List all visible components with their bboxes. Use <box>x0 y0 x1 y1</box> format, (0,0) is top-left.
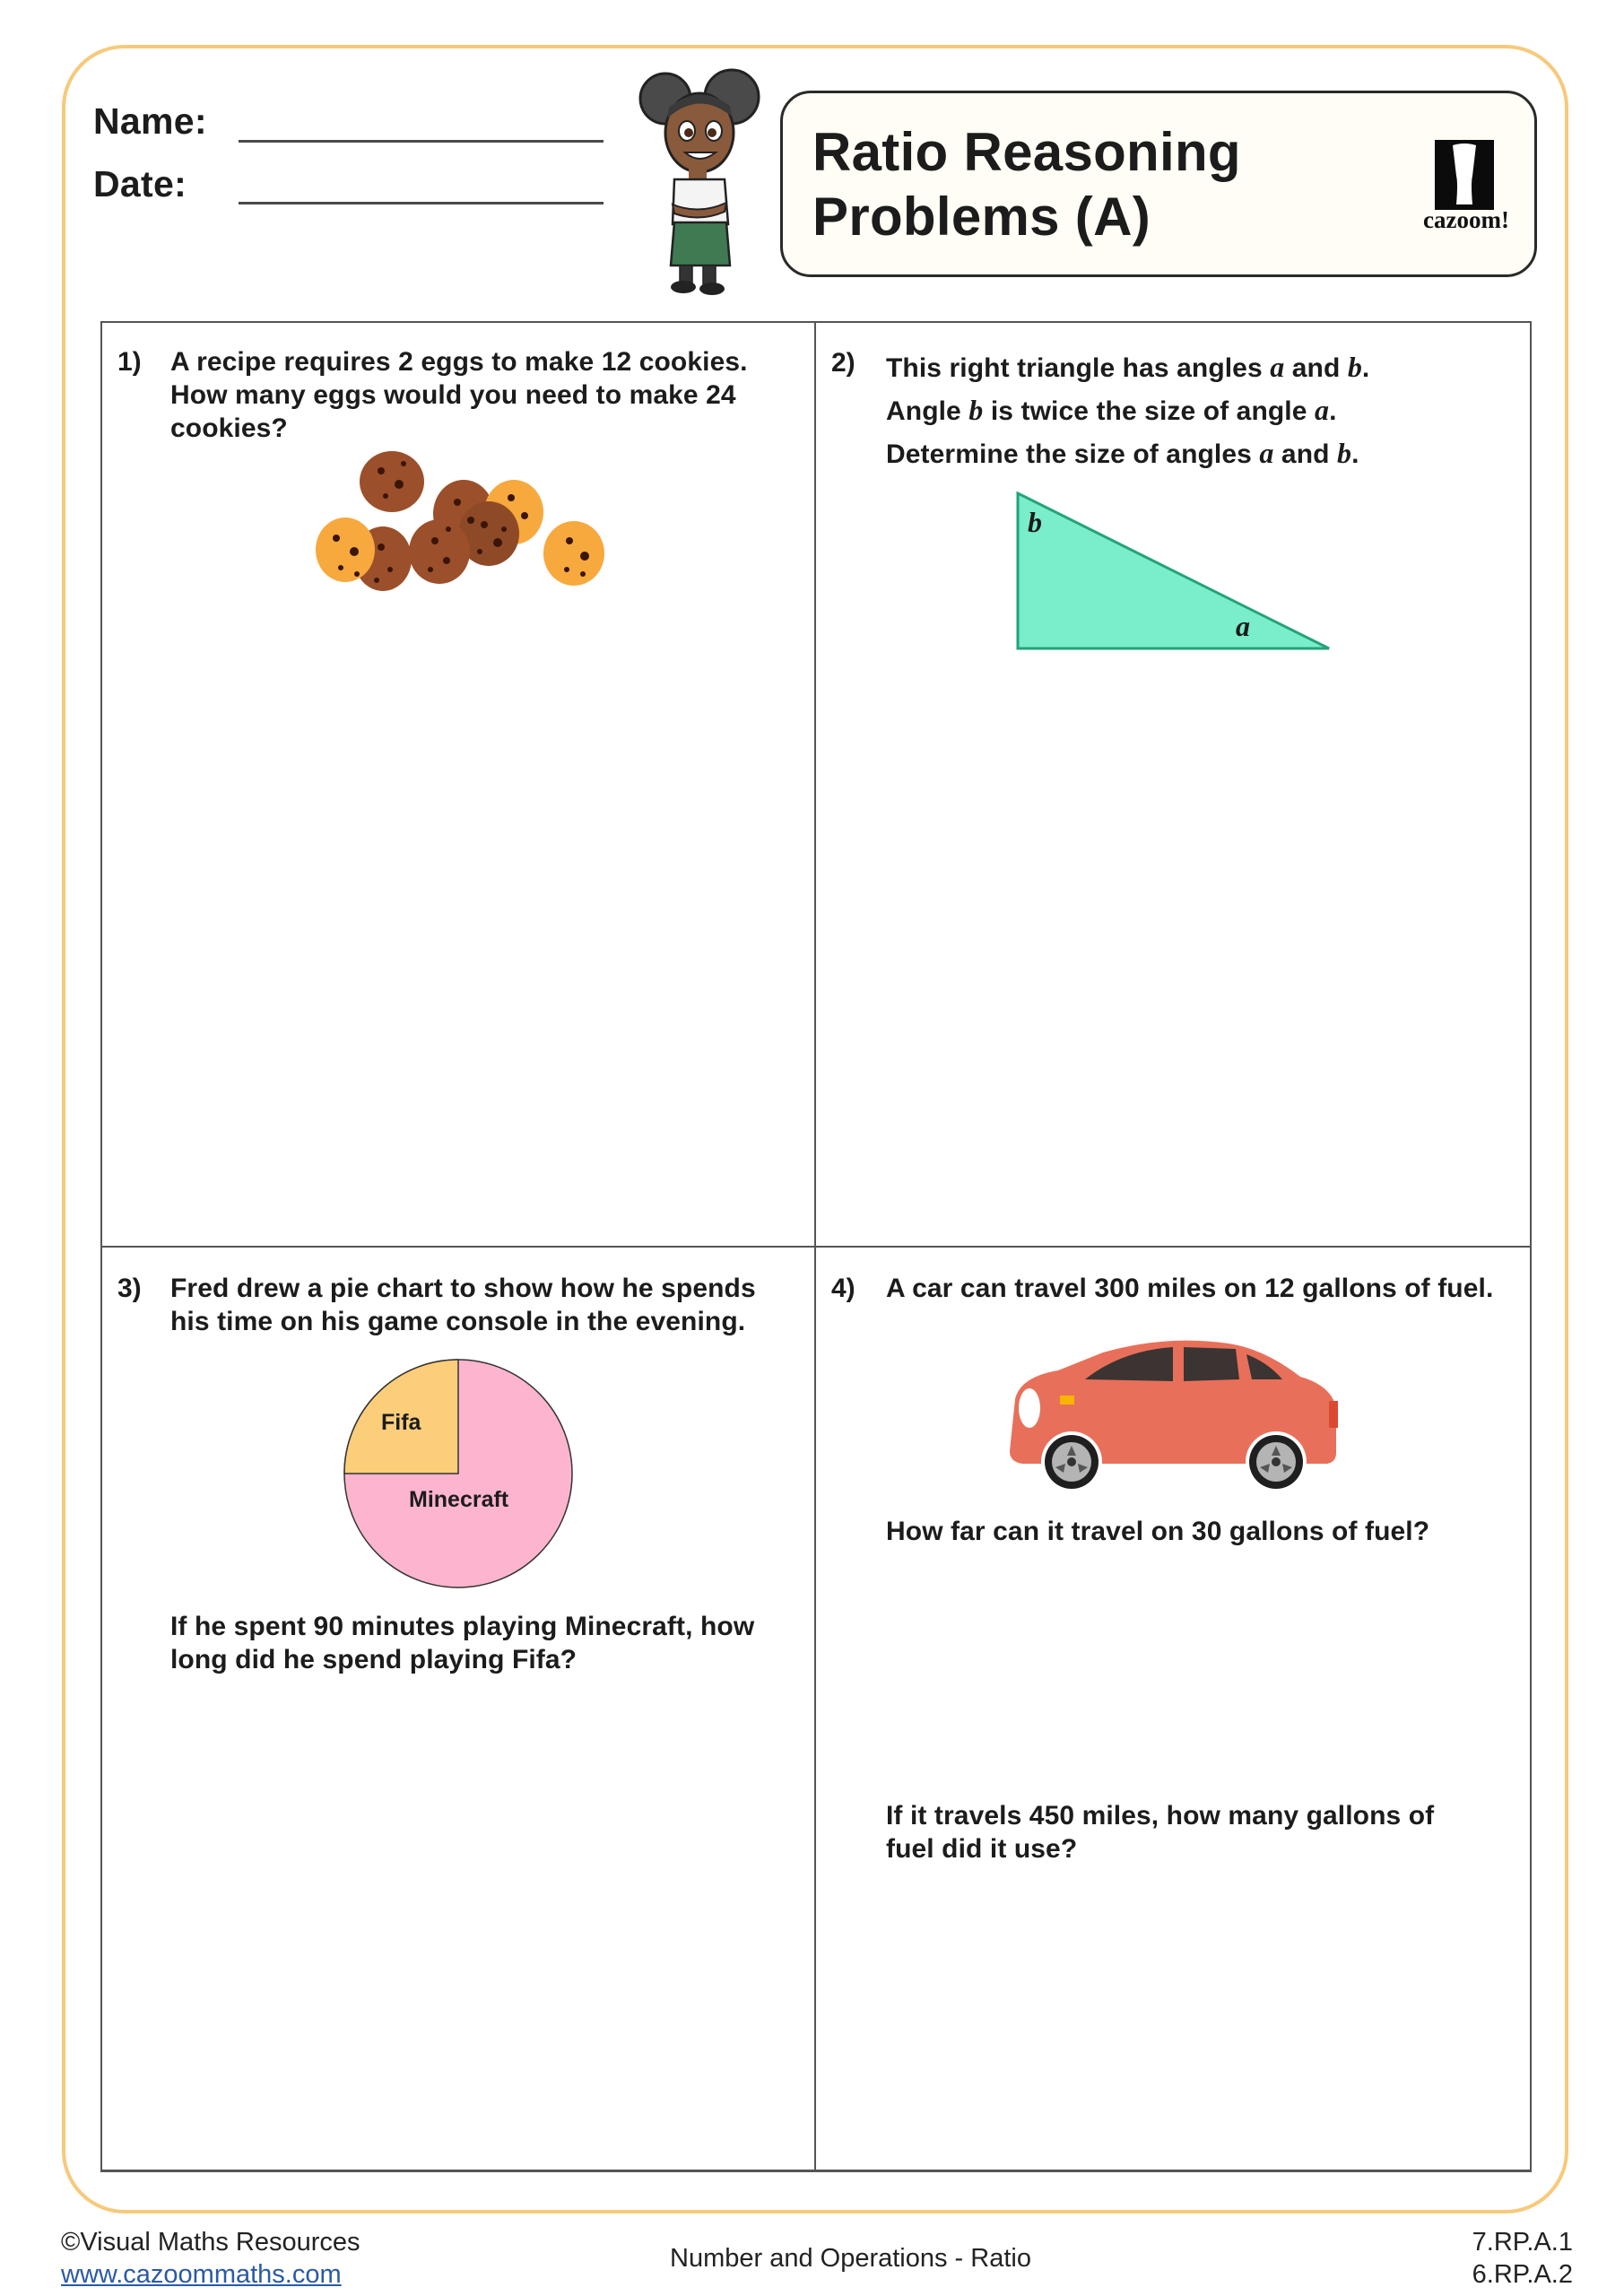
question-3-line: Fred drew a pie chart to show how he spends <box>170 1274 756 1303</box>
question-4-number: 4) <box>831 1274 855 1303</box>
question-2-line-3: Determine the size of angles a and b. <box>886 437 1359 469</box>
pie-chart <box>341 1356 576 1591</box>
date-label: Date: <box>93 163 187 204</box>
name-field[interactable] <box>239 140 604 143</box>
footer-standard-1: 7.RP.A.1 <box>1472 2228 1573 2257</box>
question-3-line: his time on his game console in the evening. <box>170 1307 746 1336</box>
title-line-1: Ratio Reasoning <box>812 122 1241 182</box>
question-2-text <box>886 346 1369 475</box>
triangle-angle-b-label: b <box>1028 506 1042 538</box>
cazoom-logo-text: cazoom! <box>1423 206 1509 233</box>
triangle-angle-a-label: a <box>1236 610 1250 642</box>
right-triangle-diagram <box>1009 484 1341 659</box>
question-1-text <box>170 345 748 445</box>
question-4-part-b-line: If it travels 450 miles, how many gallons of <box>886 1801 1435 1831</box>
cookies-illustration <box>305 444 614 592</box>
footer-standard-2: 6.RP.A.2 <box>1472 2260 1573 2289</box>
pie-label-minecraft: Minecraft <box>409 1487 509 1512</box>
date-field[interactable] <box>239 202 604 204</box>
question-2-line-2: Angle b is twice the size of angle a. <box>886 394 1337 426</box>
question-2-number: 2) <box>831 348 855 378</box>
question-2-line-1: This right triangle has angles a and b. <box>886 351 1370 383</box>
question-3-followup-line: If he spent 90 minutes playing Minecraft, how <box>170 1612 755 1641</box>
question-3-text <box>170 1272 756 1338</box>
footer-copyright: ©Visual Maths Resources <box>61 2228 360 2257</box>
question-1-line: A recipe requires 2 eggs to make 12 cookies. <box>170 347 748 377</box>
cazoom-logo-icon <box>1435 140 1494 210</box>
pie-label-fifa: Fifa <box>381 1410 421 1435</box>
name-label: Name: <box>93 100 207 142</box>
grid-horizontal-divider <box>100 1246 1532 1248</box>
car-illustration <box>1004 1336 1345 1491</box>
question-1-number: 1) <box>117 347 142 377</box>
question-1-line: cookies? <box>170 413 288 443</box>
footer-website-link[interactable]: www.cazoommaths.com <box>61 2260 342 2289</box>
question-3-followup-line: long did he spend playing Fifa? <box>170 1645 578 1674</box>
title-box <box>780 91 1537 277</box>
worksheet-title <box>812 120 1241 249</box>
question-3-followup <box>170 1610 754 1676</box>
question-4-part-b-line: fuel did it use? <box>886 1834 1078 1864</box>
question-3-number: 3) <box>117 1274 142 1303</box>
student-character-illustration <box>628 63 771 296</box>
title-line-2: Problems (A) <box>812 187 1151 247</box>
question-4-part-a: How far can it travel on 30 gallons of fuel? <box>886 1517 1430 1546</box>
question-1-line: How many eggs would you need to make 24 <box>170 380 736 410</box>
question-4-part-b <box>886 1799 1434 1866</box>
footer-topic: Number and Operations - Ratio <box>670 2244 1031 2273</box>
question-4-text: A car can travel 300 miles on 12 gallons of fuel. <box>886 1274 1494 1303</box>
